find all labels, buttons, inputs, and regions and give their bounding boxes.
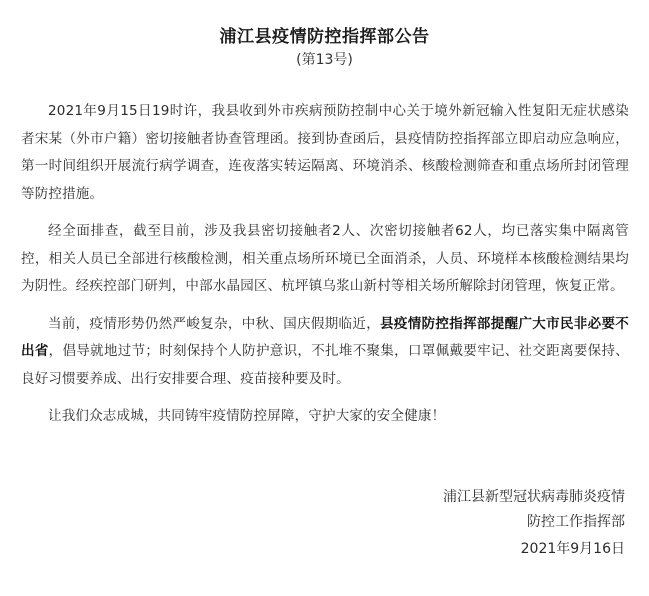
announcement-number: (第13号) <box>296 52 353 68</box>
signature-org-line-2: 防控工作指挥部 <box>527 514 625 530</box>
paragraph-1: 2021年9月15日19时许，我县收到外市疾病预防控制中心关于境外新冠输入性复阳无症状感染者宋某（外市户籍）密切接触者协查管理函。接到协查函后，县疫情防控指挥部立即启动应急响应，第一时间组织开展流行病学调查，连夜落实转运隔离、环境消杀、核酸检测筛查和重点场所封闭管理等防控措施。 <box>21 103 629 202</box>
announcement-body <box>21 98 629 441</box>
paragraph-3-emphasis: 县疫情防控指挥部提醒广大市民非必要不出省 <box>21 315 629 359</box>
paragraph-4: 让我们众志成城，共同铸牢疫情防控屏障，守护大家的安全健康！ <box>48 408 446 424</box>
paragraph-3-lead: 当前，疫情形势仍然严峻复杂，中秋、国庆假期临近， <box>48 315 381 332</box>
announcement-title: 浦江县疫情防控指挥部公告 <box>219 27 430 47</box>
signature-date: 2021年9月16日 <box>520 541 625 557</box>
paragraph-2: 经全面排查，截至目前，涉及我县密切接触者2人、次密切接触者62人，均已落实集中隔离管控，相关人员已全部进行核酸检测，相关重点场所环境已全面消杀，人员、环境样本核酸检测结果均为阴性。经疾控部门研判，中部水晶园区、杭坪镇乌浆山新村等相关场所解除封闭管理，恢复正常。 <box>21 223 629 294</box>
paragraph-3 <box>21 311 629 394</box>
signature-org-line-1: 浦江县新型冠状病毒肺炎疫情 <box>443 489 625 505</box>
paragraph-3-rest: ，倡导就地过节；时刻保持个人防护意识，不扎堆不聚集，口罩佩戴要牢记、社交距离要保持、良好习惯要养成、出行安排要合理、疫苗接种要及时。 <box>21 343 630 387</box>
